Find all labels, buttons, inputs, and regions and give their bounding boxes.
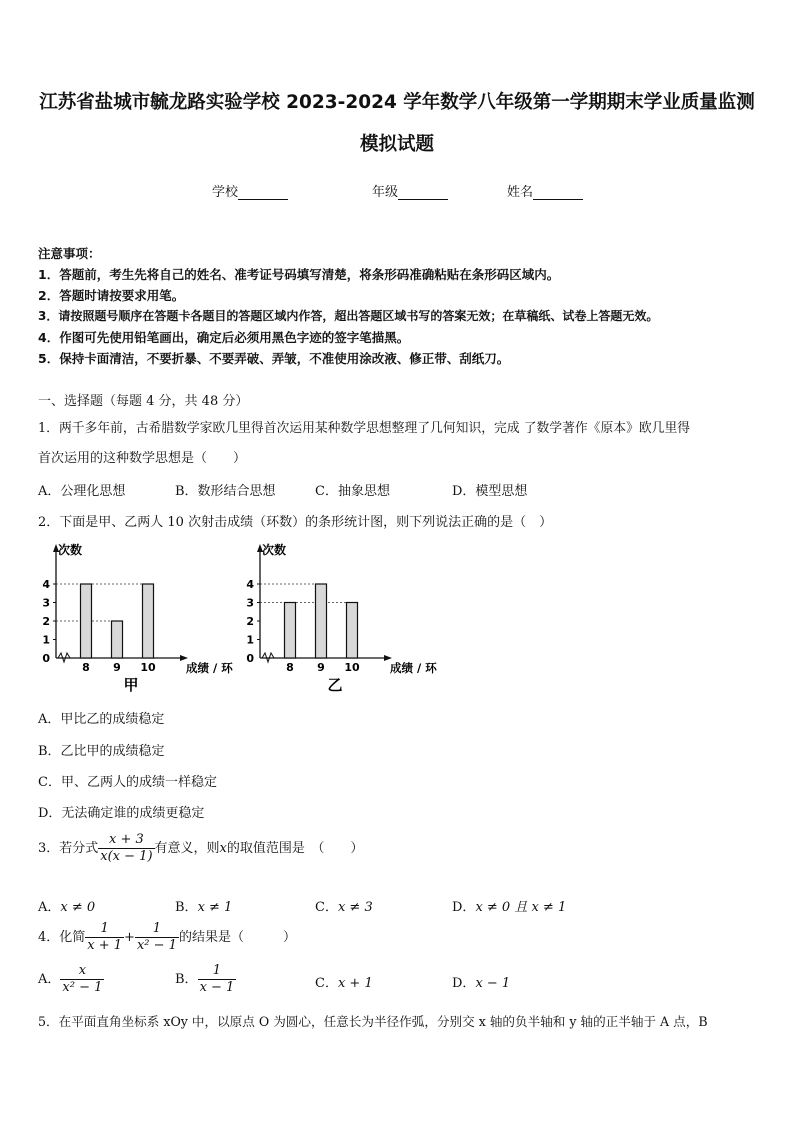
y-tick-label: 1 [246,633,254,647]
q3-option-c-label: C． [315,900,338,915]
q2-stem: 2．下面是甲、乙两人 10 次射击成绩（环数）的条形统计图，则下列说法正确的是（ ） [38,515,553,530]
q3-fraction [98,832,154,865]
q4-fraction-2-numerator: 1 [135,921,179,938]
x-axis-label: 成绩 / 环 [390,661,437,675]
bar [143,584,154,658]
q3-suffix2: 的取值范围是 （ ） [226,841,364,856]
paper-title-line2: 模拟试题 [359,134,434,155]
x-tick-label: 10 [344,661,360,674]
q3-option-d-label: D． [452,900,476,915]
note-item: 1．答题前，考生先将自己的姓名、准考证号码填写清楚，将条形码准确粘贴在条形码区域内。 [38,267,560,282]
y-axis-label: 次数 [58,543,83,557]
q3-option-b-label: B． [175,900,198,915]
q3-option-b-math: x ≠ 1 [197,900,233,915]
q3-stem [38,832,363,865]
bar [347,603,358,659]
q1-stem-line2: 首次运用的这种数学思想是（ ） [38,451,247,466]
y-tick-label: 3 [246,596,254,610]
q4-plus: + [124,930,135,945]
y-tick-label: 3 [42,596,50,610]
y-tick-label: 2 [246,615,254,628]
school-blank[interactable] [238,186,288,200]
note-item: 5．保持卡面清洁，不要折暴、不要弄破、弄皱，不准使用涂改液、修正带、刮纸刀。 [38,351,510,366]
x-tick-label: 9 [113,661,121,674]
name-field[interactable] [507,181,583,200]
q4-option-a-denominator: x² − 1 [62,980,103,995]
q3-option-c[interactable] [315,896,373,915]
q1-option-a[interactable]: A．公理化思想 [38,484,126,499]
q4-option-c[interactable] [315,972,373,991]
q4-stem [38,921,296,954]
q4-option-b-numerator: 1 [198,963,237,980]
notes-heading: 注意事项： [38,246,101,261]
name-blank[interactable] [533,186,583,200]
q4-option-c-math: x + 1 [337,976,373,991]
q3-fraction-denominator: x(x − 1) [100,849,153,864]
grade-blank[interactable] [398,186,448,200]
x-tick-label: 8 [82,661,90,674]
q4-suffix: 的结果是（ ） [178,930,296,945]
grade-field[interactable] [372,181,448,200]
q3-option-c-math: x ≠ 3 [337,900,373,915]
y-tick-label: 0 [42,652,50,665]
q4-option-b-denominator: x − 1 [199,980,235,995]
q4-option-d[interactable] [452,972,510,991]
note-item: 2．答题时请按要求用笔。 [38,288,185,303]
q2-option-c[interactable]: C．甲、乙两人的成绩一样稳定 [38,775,217,790]
q4-option-a-fraction [60,963,104,996]
q4-option-d-math: x − 1 [475,976,511,991]
q1-option-b[interactable]: B．数形结合思想 [175,484,276,499]
q3-option-a-label: A． [38,900,61,915]
q3-variable: x [219,841,227,856]
q2-option-d[interactable]: D．无法确定谁的成绩更稳定 [38,806,205,821]
school-field[interactable] [212,181,288,200]
chart-title: 乙 [327,676,343,694]
school-label: 学校 [212,185,239,200]
q4-prefix: 4．化简 [38,930,86,945]
q3-option-d[interactable] [452,896,566,915]
bar [316,584,327,658]
note-item: 3．请按照题号顺序在答题卡各题目的答题区域内作答，超出答题区域书写的答案无效；在草稿纸、试卷上答题无效。 [38,309,659,323]
q4-option-d-label: D． [452,976,476,991]
y-tick-label: 2 [42,615,50,628]
q4-option-b[interactable] [175,963,236,996]
bar [81,584,92,658]
q4-fraction-1-denominator: x + 1 [87,938,123,953]
q4-fraction-2-denominator: x² − 1 [136,938,177,953]
q3-fraction-numerator: x + 3 [98,832,154,849]
q4-fraction-1-numerator: 1 [85,921,124,938]
name-label: 姓名 [507,185,534,200]
q1-stem-line1: 1．两千多年前，古希腊数学家欧几里得首次运用某种数学思想整理了几何知识，完成 了数学著作《原本》欧几里得 [38,421,691,436]
y-tick-label: 1 [42,633,50,647]
q2-option-b[interactable]: B．乙比甲的成绩稳定 [38,744,165,759]
y-tick-label: 4 [246,578,254,591]
q3-prefix: 3．若分式 [38,841,99,856]
x-axis-label: 成绩 / 环 [186,661,233,675]
q2-option-a[interactable]: A．甲比乙的成绩稳定 [38,712,165,727]
chart-title: 甲 [123,676,139,694]
q4-option-a[interactable] [38,963,104,996]
grade-label: 年级 [372,185,399,200]
bar [112,621,123,658]
q4-fraction-2 [135,921,179,954]
q3-suffix: 有意义，则 [154,841,220,856]
bar-chart-jia [34,540,234,695]
note-item: 4．作图可先使用铅笔画出，确定后必须用黑色字迹的签字笔描黑。 [38,330,410,345]
q3-option-a-math: x ≠ 0 [60,900,96,915]
y-axis-label: 次数 [262,543,287,557]
q4-fraction-1 [85,921,124,954]
y-tick-label: 4 [42,578,50,591]
x-tick-label: 10 [140,661,156,674]
q1-option-c[interactable]: C．抽象思想 [315,484,390,499]
q5-stem-line1: 5．在平面直角坐标系 xOy 中，以原点 O 为圆心，任意长为半径作弧，分别交 x 轴的负半轴和 y 轴的正半轴于 A 点，B [38,1014,708,1029]
q4-option-c-label: C． [315,976,338,991]
bar [285,603,296,659]
q4-option-b-fraction [198,963,237,996]
section-heading: 一、选择题（每题 4 分，共 48 分） [38,394,249,409]
q4-option-a-numerator: x [60,963,104,980]
x-tick-label: 9 [317,661,325,674]
paper-title-line1: 江苏省盐城市毓龙路实验学校 2023-2024 学年数学八年级第一学期期末学业质量监测 [39,92,755,113]
q1-option-d[interactable]: D．模型思想 [452,484,528,499]
y-tick-label: 0 [246,652,254,665]
x-tick-label: 8 [286,661,294,674]
q3-option-d-math: x ≠ 0 且 x ≠ 1 [475,900,567,915]
q3-option-b[interactable] [175,896,232,915]
bar-chart-yi [238,540,438,695]
q4-option-a-label: A． [38,972,61,987]
q4-option-b-label: B． [175,972,198,987]
q3-option-a[interactable] [38,896,95,915]
